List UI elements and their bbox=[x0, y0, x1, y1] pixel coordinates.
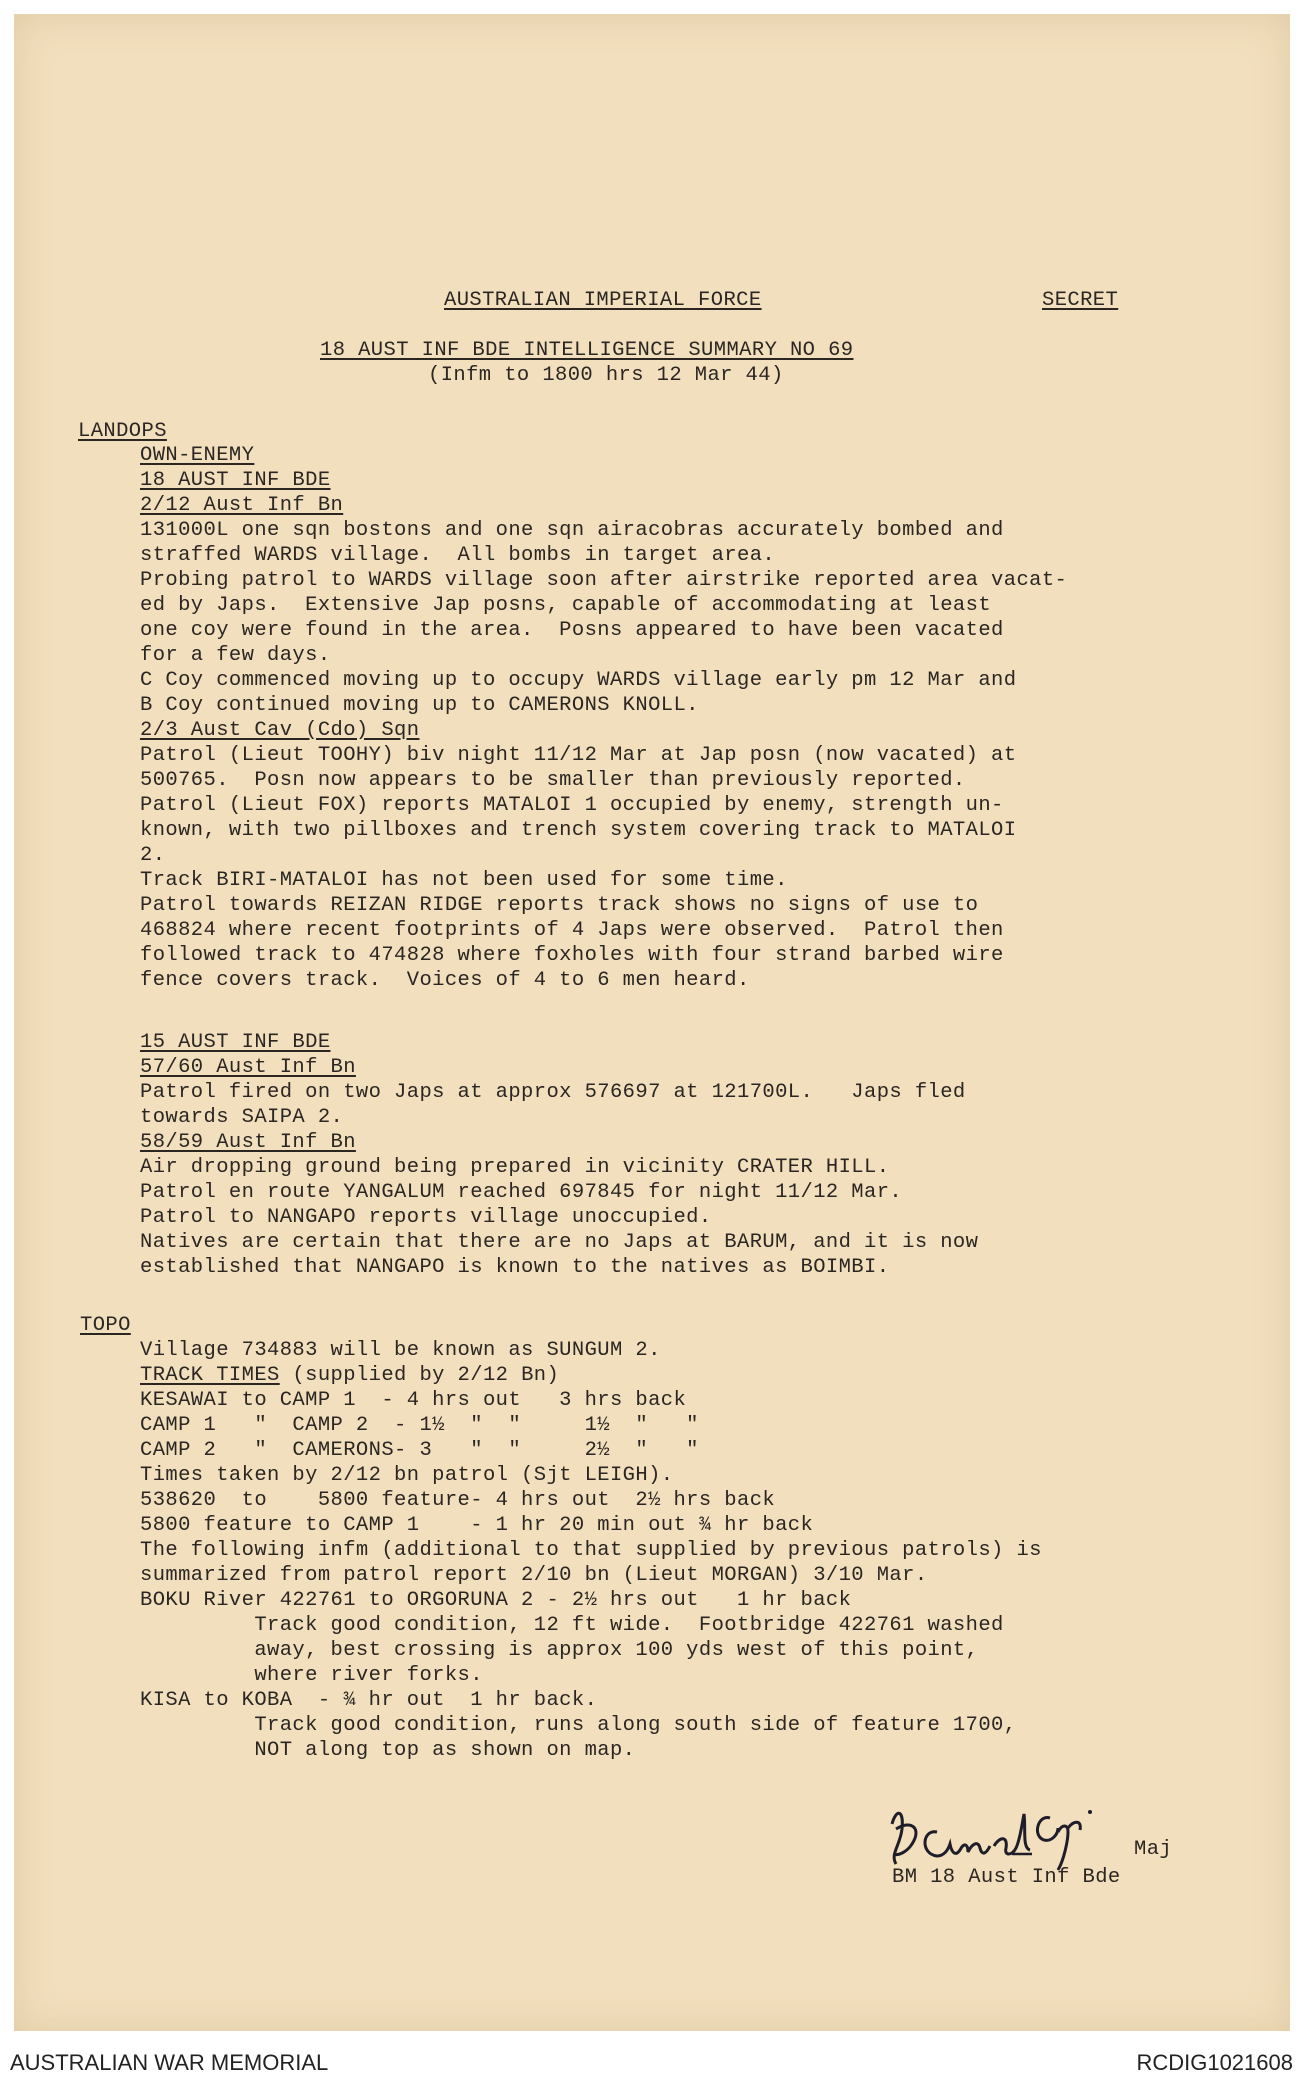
document-subtitle: (Infm to 1800 hrs 12 Mar 44) bbox=[428, 364, 784, 387]
text-line: for a few days. bbox=[140, 644, 331, 667]
text-line: followed track to 474828 where foxholes with four strand barbed wire bbox=[140, 944, 1004, 967]
text-line: towards SAIPA 2. bbox=[140, 1106, 344, 1129]
cav-2-3-heading: 2/3 Aust Cav (Cdo) Sqn bbox=[140, 719, 420, 742]
text-line: one coy were found in the area. Posns appeared to have been vacated bbox=[140, 619, 1004, 642]
memo-body bbox=[14, 14, 1290, 2031]
topo-heading: TOPO bbox=[80, 1314, 131, 1337]
text-line: 2. bbox=[140, 844, 166, 867]
document-page bbox=[14, 14, 1290, 2031]
signature-rank: Maj bbox=[1134, 1838, 1173, 1861]
text-line: 131000L one sqn bostons and one sqn airacobras accurately bombed and bbox=[140, 519, 1004, 542]
text-line: known, with two pillboxes and trench system covering track to MATALOI bbox=[140, 819, 1017, 842]
text-line: ed by Japs. Extensive Jap posns, capable of accommodating at least bbox=[140, 594, 992, 617]
text-line: NOT along top as shown on map. bbox=[140, 1739, 636, 1762]
archive-id: RCDIG1021608 bbox=[1136, 2050, 1293, 2075]
text-line: Natives are certain that there are no Japs at BARUM, and it is now bbox=[140, 1231, 979, 1254]
text-line: 5800 feature to CAMP 1 - 1 hr 20 min out ¾ hr back bbox=[140, 1514, 814, 1537]
text-line: 468824 where recent footprints of 4 Japs were observed. Patrol then bbox=[140, 919, 1004, 942]
bde-18-heading: 18 AUST INF BDE bbox=[140, 469, 331, 492]
text-line: Track good condition, runs along south side of feature 1700, bbox=[140, 1714, 1017, 1737]
force-heading: AUSTRALIAN IMPERIAL FORCE bbox=[444, 289, 762, 312]
text-line: 538620 to 5800 feature- 4 hrs out 2½ hrs back bbox=[140, 1489, 776, 1512]
text-line: Patrol en route YANGALUM reached 697845 for night 11/12 Mar. bbox=[140, 1181, 903, 1204]
text-line: BOKU River 422761 to ORGORUNA 2 - 2½ hrs out 1 hr back bbox=[140, 1589, 852, 1612]
text-line: C Coy commenced moving up to occupy WARDS village early pm 12 Mar and bbox=[140, 669, 1017, 692]
bn-2-12-heading: 2/12 Aust Inf Bn bbox=[140, 494, 344, 517]
landops-heading: LANDOPS bbox=[78, 420, 167, 443]
text-line: Village 734883 will be known as SUNGUM 2. bbox=[140, 1339, 661, 1362]
text-line: Track BIRI-MATALOI has not been used for some time. bbox=[140, 869, 788, 892]
text-line: The following infm (additional to that supplied by previous patrols) is bbox=[140, 1539, 1042, 1562]
track-times-line bbox=[140, 1364, 559, 1388]
text-line: Patrol (Lieut TOOHY) biv night 11/12 Mar at Jap posn (now vacated) at bbox=[140, 744, 1017, 767]
archive-footer bbox=[0, 2048, 1303, 2082]
text-line: Patrol towards REIZAN RIDGE reports track shows no signs of use to bbox=[140, 894, 979, 917]
track-times-note: (supplied by 2/12 Bn) bbox=[279, 1364, 560, 1387]
text-line: established that NANGAPO is known to the natives as BOIMBI. bbox=[140, 1256, 890, 1279]
text-line: Patrol (Lieut FOX) reports MATALOI 1 occupied by enemy, strength un- bbox=[140, 794, 1004, 817]
text-line: KISA to KOBA - ¾ hr out 1 hr back. bbox=[140, 1689, 598, 1712]
text-line: Times taken by 2/12 bn patrol (Sjt LEIGH). bbox=[140, 1464, 674, 1487]
text-line: straffed WARDS village. All bombs in target area. bbox=[140, 544, 776, 567]
text-line: Track good condition, 12 ft wide. Footbridge 422761 washed bbox=[140, 1614, 1004, 1637]
text-line: CAMP 2 " CAMERONS- 3 " " 2½ " " bbox=[140, 1439, 699, 1462]
signature-title: BM 18 Aust Inf Bde bbox=[892, 1866, 1121, 1889]
bn-57-60-heading: 57/60 Aust Inf Bn bbox=[140, 1056, 356, 1079]
bn-58-59-heading: 58/59 Aust Inf Bn bbox=[140, 1131, 356, 1154]
classification-label: SECRET bbox=[1042, 289, 1119, 312]
text-line: Air dropping ground being prepared in vicinity CRATER HILL. bbox=[140, 1156, 890, 1179]
text-line: KESAWAI to CAMP 1 - 4 hrs out 3 hrs back bbox=[140, 1389, 687, 1412]
text-line: summarized from patrol report 2/10 bn (Lieut MORGAN) 3/10 Mar. bbox=[140, 1564, 928, 1587]
text-line: 500765. Posn now appears to be smaller than previously reported. bbox=[140, 769, 966, 792]
bde-15-heading: 15 AUST INF BDE bbox=[140, 1031, 331, 1054]
text-line: fence covers track. Voices of 4 to 6 men heard. bbox=[140, 969, 750, 992]
track-times-heading: TRACK TIMES bbox=[140, 1364, 280, 1387]
document-title: 18 AUST INF BDE INTELLIGENCE SUMMARY NO 69 bbox=[320, 339, 854, 362]
text-line: where river forks. bbox=[140, 1664, 483, 1687]
text-line: Patrol fired on two Japs at approx 576697 at 121700L. Japs fled bbox=[140, 1081, 966, 1104]
own-enemy-heading: OWN-ENEMY bbox=[140, 444, 255, 467]
text-line: Patrol to NANGAPO reports village unoccupied. bbox=[140, 1206, 712, 1229]
text-line: Probing patrol to WARDS village soon after airstrike reported area vacat- bbox=[140, 569, 1068, 592]
text-line: CAMP 1 " CAMP 2 - 1½ " " 1½ " " bbox=[140, 1414, 699, 1437]
archive-name: AUSTRALIAN WAR MEMORIAL bbox=[10, 2050, 329, 2075]
text-line: away, best crossing is approx 100 yds west of this point, bbox=[140, 1639, 979, 1662]
text-line: B Coy continued moving up to CAMERONS KNOLL. bbox=[140, 694, 699, 717]
